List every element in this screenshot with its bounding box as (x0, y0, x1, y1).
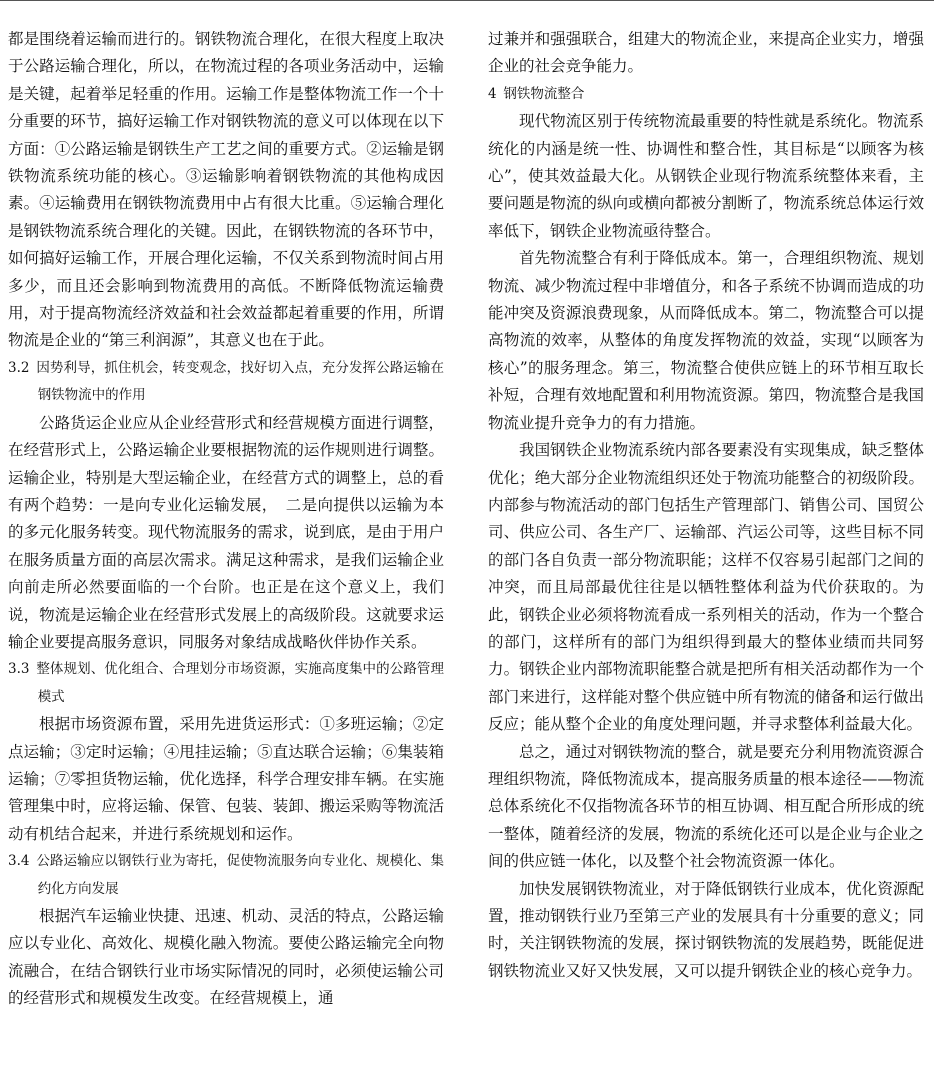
section-heading-4 (488, 81, 924, 108)
section-heading-3-4 (8, 848, 444, 903)
paragraph-transport-significance: 都是围绕着运输而进行的。钢铁物流合理化，在很大程度上取决于公路运输合理化，所以，在物流过程的各项业务活动中，运输是关键，起着举足轻重的作用。运输工作是整体物流工作一个十分重要的环节，搞好运输工作对钢铁物流的意义可以体现在以下方面：①公路运输是钢铁生产工艺之间的重要方式。②运输是钢铁物流系统功能的核心。③运输影响着钢铁物流的其他构成因素。④运输费用在钢铁物流费用中占有很大比重。⑤运输合理化是钢铁物流系统合理化的关键。因此，在钢铁物流的各环节中，如何搞好运输工作，开展合理化运输，不仅关系到物流时间占用多少，而且还会影响到物流费用的高低。不断降低物流运输费用，对于提高物流经济效益和社会效益都起着重要的作用，所谓物流是企业的“第三利润源”，其意义也在于此。 (8, 30, 444, 350)
section-number: 3.4 (8, 853, 30, 870)
paragraph-summary: 总之，通过对钢铁物流的整合，就是要充分利用物流资源合理组织物流，降低物流成本，提高服务质量的根本途径——物流总体系统化不仅指物流各环节的相互协调、相互配合所形成的统一整体，随着经济的发展，物流的系统化还可以是企业与企业之间的供应链一体化，以及整个社会物流资源一体化。 (488, 742, 924, 871)
paragraph-freight-forms: 根据市场资源布置，采用先进货运形式：①多班运输；②定点运输；③定时运输；④甩挂运输；⑤直达联合运输；⑥集装箱运输；⑦零担货物运输，优化选择，科学合理安排车辆。在实施管理集中时，应将运输、保管、包装、装卸、搬运采购等物流活动有机结合起来，并进行系统规划和运作。 (8, 715, 444, 843)
paragraph-road-transport-integration: 根据汽车运输业快捷、迅速、机动、灵活的特点，公路运输应以专业化、高效化、规模化融入物流。要使公路运输完全向物流融合，在结合钢铁行业市场实际情况的同时，必须使运输公司的经营形式和规模发生改变。在经营规模上，通 (8, 907, 444, 1008)
section-heading-3-3 (8, 656, 444, 711)
section-title: 公路运输应以钢铁行业为寄托，促使物流服务向专业化、规模化、集约化方向发展 (36, 853, 444, 897)
section-title: 因势利导，抓住机会，转变观念，找好切入点，充分发挥公路运输在钢铁物流中的作用 (36, 359, 444, 404)
paragraph-internal-integration: 我国钢铁企业物流系统内部各要素没有实现集成，缺乏整体优化；绝大部分企业物流组织还处于物流功能整合的初级阶段。内部参与物流活动的部门包括生产管理部门、销售公司、国贸公司、供应公司、各生产厂、运输部、汽运公司等，这些目标不同的部门各自负责一部分物流职能；这样不仅容易引起部门之间的冲突，而且局部最优往往是以牺牲整体利益为代价获取的。为此，钢铁企业必须将物流看成一系列相关的活动，作为一个整合的部门，这样所有的部门为组织得到最大的整体业绩而共同努力。钢铁企业内部物流职能整合就是把所有相关活动都作为一个部门来进行，这样能对整个供应链中所有物流的储备和运行做出反应；能从整个企业的角度处理问题，并寻求整体利益最大化。 (488, 441, 924, 734)
section-title: 整体规划、优化组合、合理划分市场资源，实施高度集中的公路管理模式 (36, 661, 444, 705)
right-column (488, 26, 924, 985)
section-number: 4 (488, 85, 497, 102)
section-heading-3-2 (8, 355, 444, 410)
left-column (8, 26, 444, 1013)
header-rule (0, 0, 934, 1)
section-number: 3.2 (8, 359, 30, 376)
paragraph-continuation: 过兼并和强强联合，组建大的物流企业，来提高企业实力，增强企业的社会竞争能力。 (488, 30, 924, 76)
section-title: 钢铁物流整合 (503, 85, 585, 102)
section-number: 3.3 (8, 661, 30, 678)
paragraph-business-form: 公路货运企业应从企业经营形式和经营规模方面进行调整，在经营形式上，公路运输企业要根据物流的运作规则进行调整。运输企业，特别是大型运输企业，在经营方式的调整上，总的看有两个趋势：一是向专业化运输发展， 二是向提供以运输为本的多元化服务转变。现代物流服务的需求，说到底，是由于用户在服务质量方面的高层次需求。满足这种需求，是我们运输企业向前走所必然要面临的一个台阶。也正是在这个意义上，我们说，物流是运输企业在经营形式发展上的高级阶段。这就要求运输企业要提高服务意识，同服务对象结成战略伙伴协作关系。 (8, 413, 444, 651)
paragraph-systematization: 现代物流区别于传统物流最重要的特性就是系统化。物流系统化的内涵是统一性、协调性和整合性，其目标是“以顾客为核心”，使其效益最大化。从钢铁企业现行物流系统整体来看，主要问题是物流的纵向或横向都被分割断了，物流系统总体运行效率低下，钢铁企业物流亟待整合。 (488, 112, 924, 240)
paragraph-conclusion: 加快发展钢铁物流业，对于降低钢铁行业成本，优化资源配置，推动钢铁行业乃至第三产业的发展具有十分重要的意义；同时，关注钢铁物流的发展，探讨钢铁物流的发展趋势，既能促进钢铁物流业又好又快发展，又可以提升钢铁企业的核心竞争力。 (488, 879, 924, 980)
paragraph-cost-reduction: 首先物流整合有利于降低成本。第一，合理组织物流、规划物流、减少物流过程中非增值分，和各子系统不协调而造成的功能冲突及资源浪费现象，从而降低成本。第二，物流整合可以提高物流的效率，从整体的角度发挥物流的效益，实现“以顾客为核心”的服务理念。第三，物流整合使供应链上的环节相互取长补短，合理有效地配置和利用物流资源。第四，物流整合是我国物流业提升竞争力的有力措施。 (488, 249, 924, 432)
